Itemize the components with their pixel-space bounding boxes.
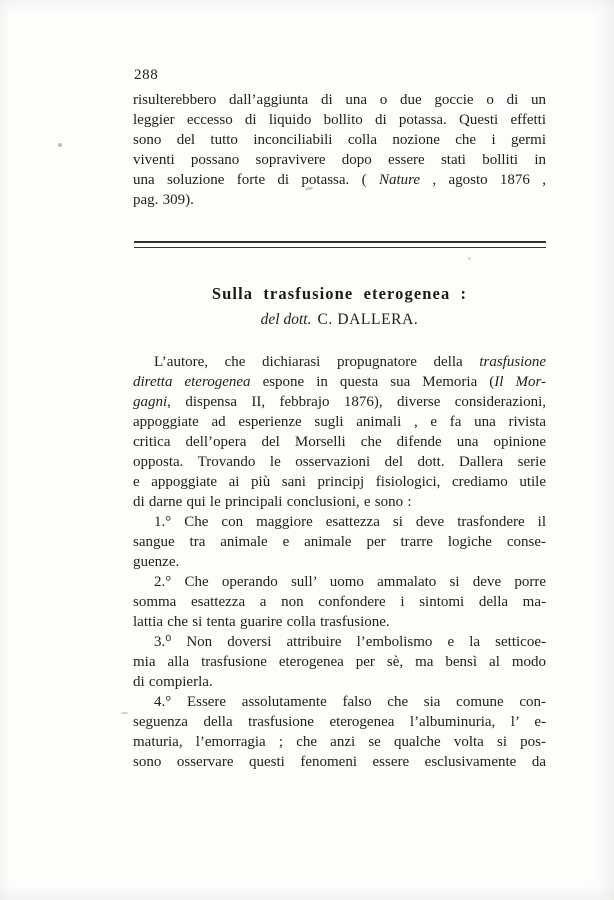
scan-speck <box>58 143 62 147</box>
text-segment: di compierla. <box>133 674 213 690</box>
text-line <box>133 90 546 110</box>
conclusion-3 <box>133 632 546 692</box>
conclusion-1 <box>133 512 546 572</box>
text-line <box>133 732 546 752</box>
text-line <box>133 392 546 412</box>
page-number: 288 <box>134 67 159 83</box>
text-line <box>133 130 546 150</box>
text-segment: appoggiate ad esperienze sugli animali , e fa una rivista <box>133 414 546 430</box>
text-segment: mia alla trasfusione eterogenea per sè, ma bensì al modo <box>133 654 546 670</box>
text-line <box>133 352 546 372</box>
text-segment: gagni <box>133 394 168 410</box>
text-segment: Nature <box>378 172 421 188</box>
text-line <box>133 652 546 672</box>
text-segment: seguenza della trasfusione eterogenea l’albuminuria, l’ e- <box>133 714 546 730</box>
text-line <box>133 512 546 532</box>
text-segment: L’autore, che dichiarasi propugnatore della <box>154 354 480 370</box>
text-segment: trasfusione <box>479 354 546 370</box>
text-line <box>133 532 546 552</box>
text-segment: 4.° Essere assolutamente falso che sia comune con- <box>154 694 546 710</box>
text-segment: guenze. <box>133 554 180 570</box>
text-segment: critica dell’opera del Morselli che difende una opinione <box>133 434 546 450</box>
text-segment: risulterebbero dall’aggiunta di una o due goccie o di un <box>133 92 546 108</box>
text-line <box>133 752 546 772</box>
text-segment: sono osservare questi fenomeni essere esclusivamente da <box>133 754 546 770</box>
scan-speck <box>121 712 128 714</box>
text-line <box>133 190 546 210</box>
conclusion-2 <box>133 572 546 632</box>
text-line <box>133 412 546 432</box>
text-segment: leggier eccesso di liquido bollito di potassa. Questi effetti <box>133 112 546 128</box>
text-line <box>133 612 546 632</box>
text-line <box>133 712 546 732</box>
text-line <box>133 110 546 130</box>
text-line <box>133 572 546 592</box>
intro-paragraph <box>133 90 546 210</box>
opening-paragraph <box>133 352 546 512</box>
text-line <box>133 150 546 170</box>
text-segment: maturia, l’emorragia ; che anzi se qualche volta si pos- <box>133 734 546 750</box>
text-segment: 1.° Che con maggiore esattezza si deve trasfondere il <box>154 514 546 530</box>
text-line <box>133 632 546 652</box>
text-segment: pag. 309). <box>133 192 194 208</box>
text-segment: espone in questa sua Memoria ( <box>250 374 495 390</box>
text-line <box>133 472 546 492</box>
text-line <box>133 452 546 472</box>
text-line <box>133 692 546 712</box>
text-segment: lattia che si tenta guarire colla trasfusione. <box>133 614 390 630</box>
text-segment: viventi possano sopravivere dopo essere stati bolliti in <box>133 152 546 168</box>
conclusion-4 <box>133 692 546 772</box>
text-line <box>133 170 546 190</box>
byline-author: C. DALLERA. <box>317 311 419 328</box>
text-segment: Il Mor- <box>494 374 546 390</box>
text-line <box>133 552 546 572</box>
text-segment: somma esattezza a non confondere i sintomi della ma- <box>133 594 546 610</box>
section-title: Sulla trasfusione eterogenea : <box>211 284 468 303</box>
body-text-container <box>133 352 546 772</box>
text-segment: una soluzione forte di potassa. ( <box>133 172 379 188</box>
text-line <box>133 432 546 452</box>
scan-speck <box>468 257 471 260</box>
text-segment: sangue tra animale e animale per trarre logiche conse- <box>133 534 546 550</box>
text-segment: sono del tutto inconciliabili colla nozione che i germi <box>133 132 546 148</box>
text-segment: di darne qui le principali conclusioni, e sono : <box>133 494 412 510</box>
text-line <box>133 492 546 512</box>
text-segment: diretta eterogenea <box>133 374 251 390</box>
text-segment: 3.⁰ Non doversi attribuire l’embolismo e la setticoe- <box>154 634 546 650</box>
text-segment: , agosto 1876 , <box>420 172 546 188</box>
text-segment: opposta. Trovando le osservazioni del dott. Dallera serie <box>133 454 546 470</box>
text-segment: , dispensa II, febbrajo 1876), diverse considerazioni, <box>167 394 546 410</box>
byline <box>133 311 546 329</box>
text-line <box>133 592 546 612</box>
text-line <box>133 372 546 392</box>
intro-paragraph-container <box>133 90 546 210</box>
section-divider <box>134 241 546 248</box>
text-line <box>133 672 546 692</box>
text-segment: 2.° Che operando sull’ uomo ammalato si deve porre <box>154 574 546 590</box>
text-segment: e appoggiate ai più sani principj fisiologici, crediamo utile <box>133 474 546 490</box>
byline-prefix: del dott. <box>260 311 312 328</box>
